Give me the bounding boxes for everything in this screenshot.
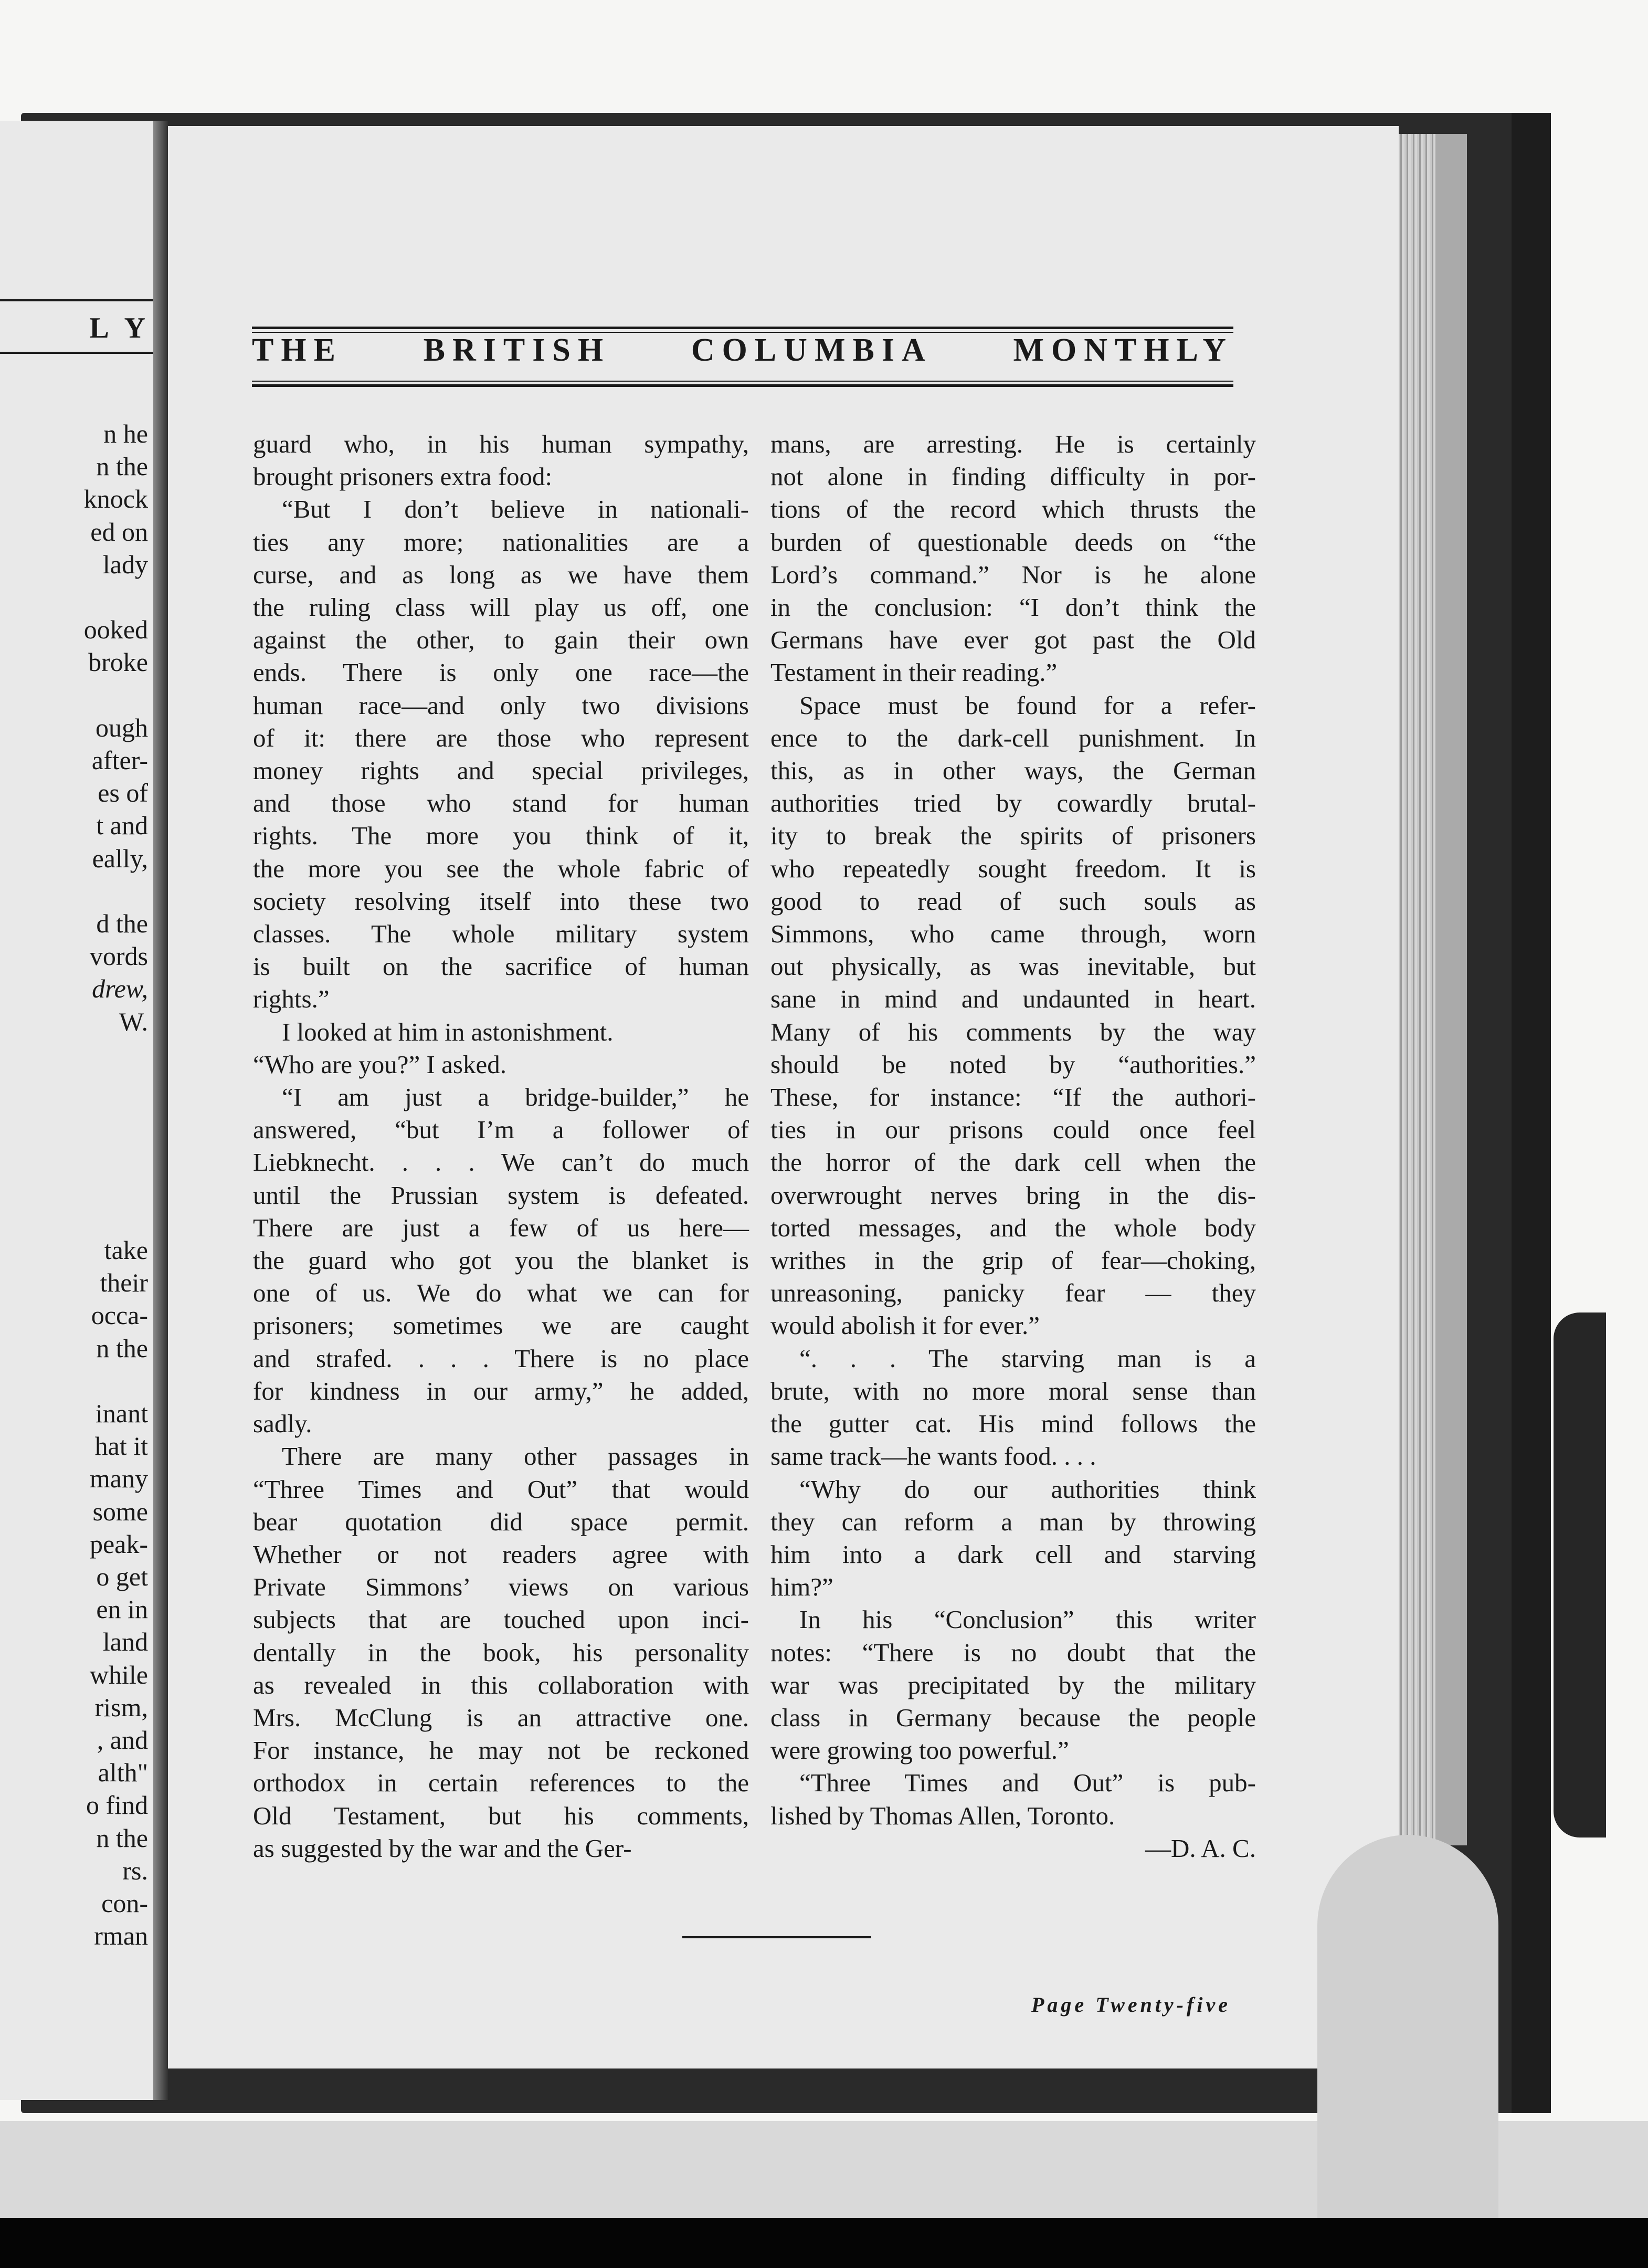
text-line: ence to the dark-cell punishment. In [770, 723, 1256, 752]
text-line: rights. The more you think of it, [253, 821, 749, 850]
text-line: Simmons, who came through, worn [770, 919, 1256, 949]
text-line: Lord’s command.” Nor is he alone [770, 560, 1256, 589]
text-line: Liebknecht. . . . We can’t do much [253, 1148, 749, 1177]
text-line: ties in our prisons could once feel [770, 1115, 1256, 1144]
text-line: would abolish it for ever.” [770, 1311, 1040, 1340]
text-line: for kindness in our army,” he added, [253, 1376, 749, 1405]
text-line: There are just a few of us here— [253, 1213, 749, 1242]
masthead [252, 332, 1233, 369]
left-page-line: n the [96, 452, 148, 481]
text-line: of it: there are those who represent [253, 723, 749, 752]
text-line: classes. The whole military system [253, 919, 749, 949]
text-line: society resolving itself into these two [253, 886, 749, 916]
book-cover-edge [1512, 113, 1551, 2113]
text-line: the more you see the whole fabric of [253, 854, 749, 883]
text-line: the horror of the dark cell when the [770, 1148, 1256, 1177]
text-line: Space must be found for a refer- [799, 690, 1256, 720]
text-line: Whether or not readers agree with [253, 1539, 749, 1569]
left-page-line: ed on [90, 517, 148, 547]
left-page-line: o find [86, 1790, 148, 1820]
left-page-line: n the [96, 1823, 148, 1853]
text-line: —D. A. C. [1145, 1833, 1256, 1863]
text-line: “Three Times and Out” that would [253, 1474, 749, 1504]
left-page-line: d the [96, 909, 148, 938]
text-line: dentally in the book, his personality [253, 1637, 749, 1667]
text-line: good to read of such souls as [770, 886, 1256, 916]
text-line: lished by Thomas Allen, Toronto. [770, 1801, 1115, 1830]
left-page-line: vords [89, 941, 148, 971]
text-line: class in Germany because the people [770, 1703, 1256, 1732]
left-page-line: inant [96, 1399, 148, 1428]
article-column-left [253, 428, 749, 1865]
text-line: subjects that are touched upon inci- [253, 1605, 749, 1634]
text-line: as suggested by the war and the Ger- [253, 1833, 632, 1863]
text-line: as revealed in this collaboration with [253, 1670, 749, 1699]
left-page-line: rs. [122, 1855, 148, 1885]
left-header-rule-bottom [0, 352, 157, 354]
text-line: authorities tried by cowardly brutal- [770, 789, 1256, 818]
book-clip [1554, 1312, 1606, 1838]
text-line: brute, with no more moral sense than [770, 1376, 1256, 1405]
text-line: this, as in other ways, the German [770, 756, 1256, 785]
text-line: curse, and as long as we have them [253, 560, 749, 589]
text-line: In his “Conclusion” this writer [799, 1605, 1256, 1634]
text-line: guard who, in his human sympathy, [253, 429, 749, 458]
text-line: Old Testament, but his comments, [253, 1801, 749, 1830]
text-line: and strafed. . . . There is no place [253, 1343, 749, 1373]
left-page-line: drew, [92, 974, 148, 1004]
left-page-line: knock [83, 484, 148, 514]
left-page-line: ooked [83, 615, 148, 645]
left-page-line: take [104, 1235, 148, 1265]
wooden-page-holder [1317, 1835, 1498, 2234]
text-line: torted messages, and the whole body [770, 1213, 1256, 1242]
text-line: were growing too powerful.” [770, 1736, 1069, 1765]
text-line: money rights and special privileges, [253, 756, 749, 785]
left-page-line: lady [102, 549, 148, 579]
left-page-line: , and [97, 1725, 148, 1755]
left-page-line: o get [96, 1562, 148, 1591]
text-line: Many of his comments by the way [770, 1017, 1256, 1046]
text-line: I looked at him in astonishment. [282, 1017, 614, 1046]
text-line: prisoners; sometimes we are caught [253, 1311, 749, 1340]
left-page-line: after- [91, 746, 148, 775]
text-line: answered, “but I’m a follower of [253, 1115, 749, 1144]
text-line: until the Prussian system is defeated. [253, 1180, 749, 1210]
text-line: Private Simmons’ views on various [253, 1572, 749, 1602]
left-page-line: broke [88, 647, 148, 677]
text-line: “Three Times and Out” is pub- [799, 1768, 1256, 1798]
text-line: tions of the record which thrusts the [770, 495, 1256, 524]
masthead-word: THE [252, 332, 343, 368]
text-line: who repeatedly sought freedom. It is [770, 854, 1256, 883]
text-line: ity to break the spirits of prisoners [770, 821, 1256, 850]
text-line: These, for instance: “If the authori- [770, 1083, 1256, 1112]
left-page-line: some [92, 1496, 148, 1526]
text-line: Germans have ever got past the Old [770, 625, 1256, 655]
text-line: war was precipitated by the military [770, 1670, 1256, 1699]
masthead-word: BRITISH [423, 332, 611, 368]
page-number: Page Twenty-five [1031, 1993, 1231, 2017]
text-line: “. . . The starving man is a [799, 1343, 1256, 1373]
film-border [0, 2218, 1648, 2268]
text-line: him into a dark cell and starving [770, 1539, 1256, 1569]
text-line: “Who are you?” I asked. [253, 1049, 506, 1079]
left-page-line: rism, [94, 1692, 148, 1722]
text-line: in the conclusion: “I don’t think the [770, 593, 1256, 622]
left-page-line: peak- [89, 1529, 148, 1559]
text-line: “But I don’t believe in nationali- [282, 495, 749, 524]
left-page-line: while [89, 1660, 148, 1689]
text-line: burden of questionable deeds on “the [770, 527, 1256, 556]
text-line: against the other, to gain their own [253, 625, 749, 655]
text-line: is built on the sacrifice of human [253, 952, 749, 981]
text-line: ends. There is only one race—the [253, 658, 749, 687]
text-line: orthodox in certain references to the [253, 1768, 749, 1798]
text-line: the ruling class will play us off, one [253, 593, 749, 622]
left-page-line: es of [98, 778, 148, 808]
text-line: should be noted by “authorities.” [770, 1049, 1256, 1079]
text-line: Mrs. McClung is an attractive one. [253, 1703, 749, 1732]
text-line: For instance, he may not be reckoned [253, 1736, 749, 1765]
text-line: overwrought nerves bring in the dis- [770, 1180, 1256, 1210]
left-page-line: rman [94, 1921, 148, 1951]
text-line: ties any more; nationalities are a [253, 527, 749, 556]
text-line: There are many other passages in [282, 1442, 749, 1471]
left-page [0, 121, 160, 2100]
text-line: the guard who got you the blanket is [253, 1246, 749, 1275]
article-end-rule [682, 1936, 871, 1938]
left-page-line: occa- [91, 1300, 148, 1330]
left-page-line: many [89, 1464, 148, 1494]
text-line: and those who stand for human [253, 789, 749, 818]
text-line: writhes in the grip of fear—choking, [770, 1246, 1256, 1275]
left-header-rule-top [0, 299, 157, 301]
text-line: rights.” [253, 984, 330, 1014]
left-page-line: land [102, 1627, 148, 1657]
text-line: same track—he wants food. . . . [770, 1442, 1096, 1471]
left-page-line: en in [96, 1594, 148, 1624]
masthead-word: COLUMBIA [691, 332, 933, 368]
left-page-line: their [100, 1268, 148, 1298]
left-page-line: t and [96, 811, 148, 841]
book-gutter [153, 121, 168, 2100]
text-line: not alone in finding difficulty in por- [770, 462, 1256, 491]
text-line: “I am just a bridge-builder,” he [282, 1083, 749, 1112]
text-line: sane in mind and undaunted in heart. [770, 984, 1256, 1014]
text-line: brought prisoners extra food: [253, 462, 553, 491]
left-page-line: hat it [94, 1431, 148, 1461]
text-line: bear quotation did space permit. [253, 1507, 749, 1536]
text-line: notes: “There is no doubt that the [770, 1637, 1256, 1667]
page-edges-outer [1435, 134, 1467, 1845]
left-page-line: ough [96, 712, 148, 742]
article-column-right [770, 428, 1256, 1865]
left-page-line: alth" [98, 1758, 148, 1788]
masthead-rule-bottom-thin [252, 381, 1233, 382]
text-line: mans, are arresting. He is certainly [770, 429, 1256, 458]
left-page-line: con- [101, 1888, 148, 1918]
masthead-rule-top [252, 327, 1233, 329]
text-line: out physically, as was inevitable, but [770, 952, 1256, 981]
masthead-rule-bottom [252, 384, 1233, 387]
left-page-line: n the [96, 1333, 148, 1363]
text-line: they can reform a man by throwing [770, 1507, 1256, 1536]
left-page-line: n he [103, 419, 148, 448]
text-line: Testament in their reading.” [770, 658, 1058, 687]
left-page-line: W. [119, 1006, 148, 1036]
text-line: him?” [770, 1572, 833, 1602]
left-page-header: L Y [89, 312, 151, 344]
text-line: unreasoning, panicky fear — they [770, 1278, 1256, 1308]
text-line: one of us. We do what we can for [253, 1278, 749, 1308]
text-line: sadly. [253, 1409, 312, 1438]
text-line: the gutter cat. His mind follows the [770, 1409, 1256, 1438]
text-line: human race—and only two divisions [253, 690, 749, 720]
masthead-word: MONTHLY [1013, 332, 1233, 368]
left-page-line: eally, [92, 843, 148, 873]
text-line: “Why do our authorities think [799, 1474, 1256, 1504]
